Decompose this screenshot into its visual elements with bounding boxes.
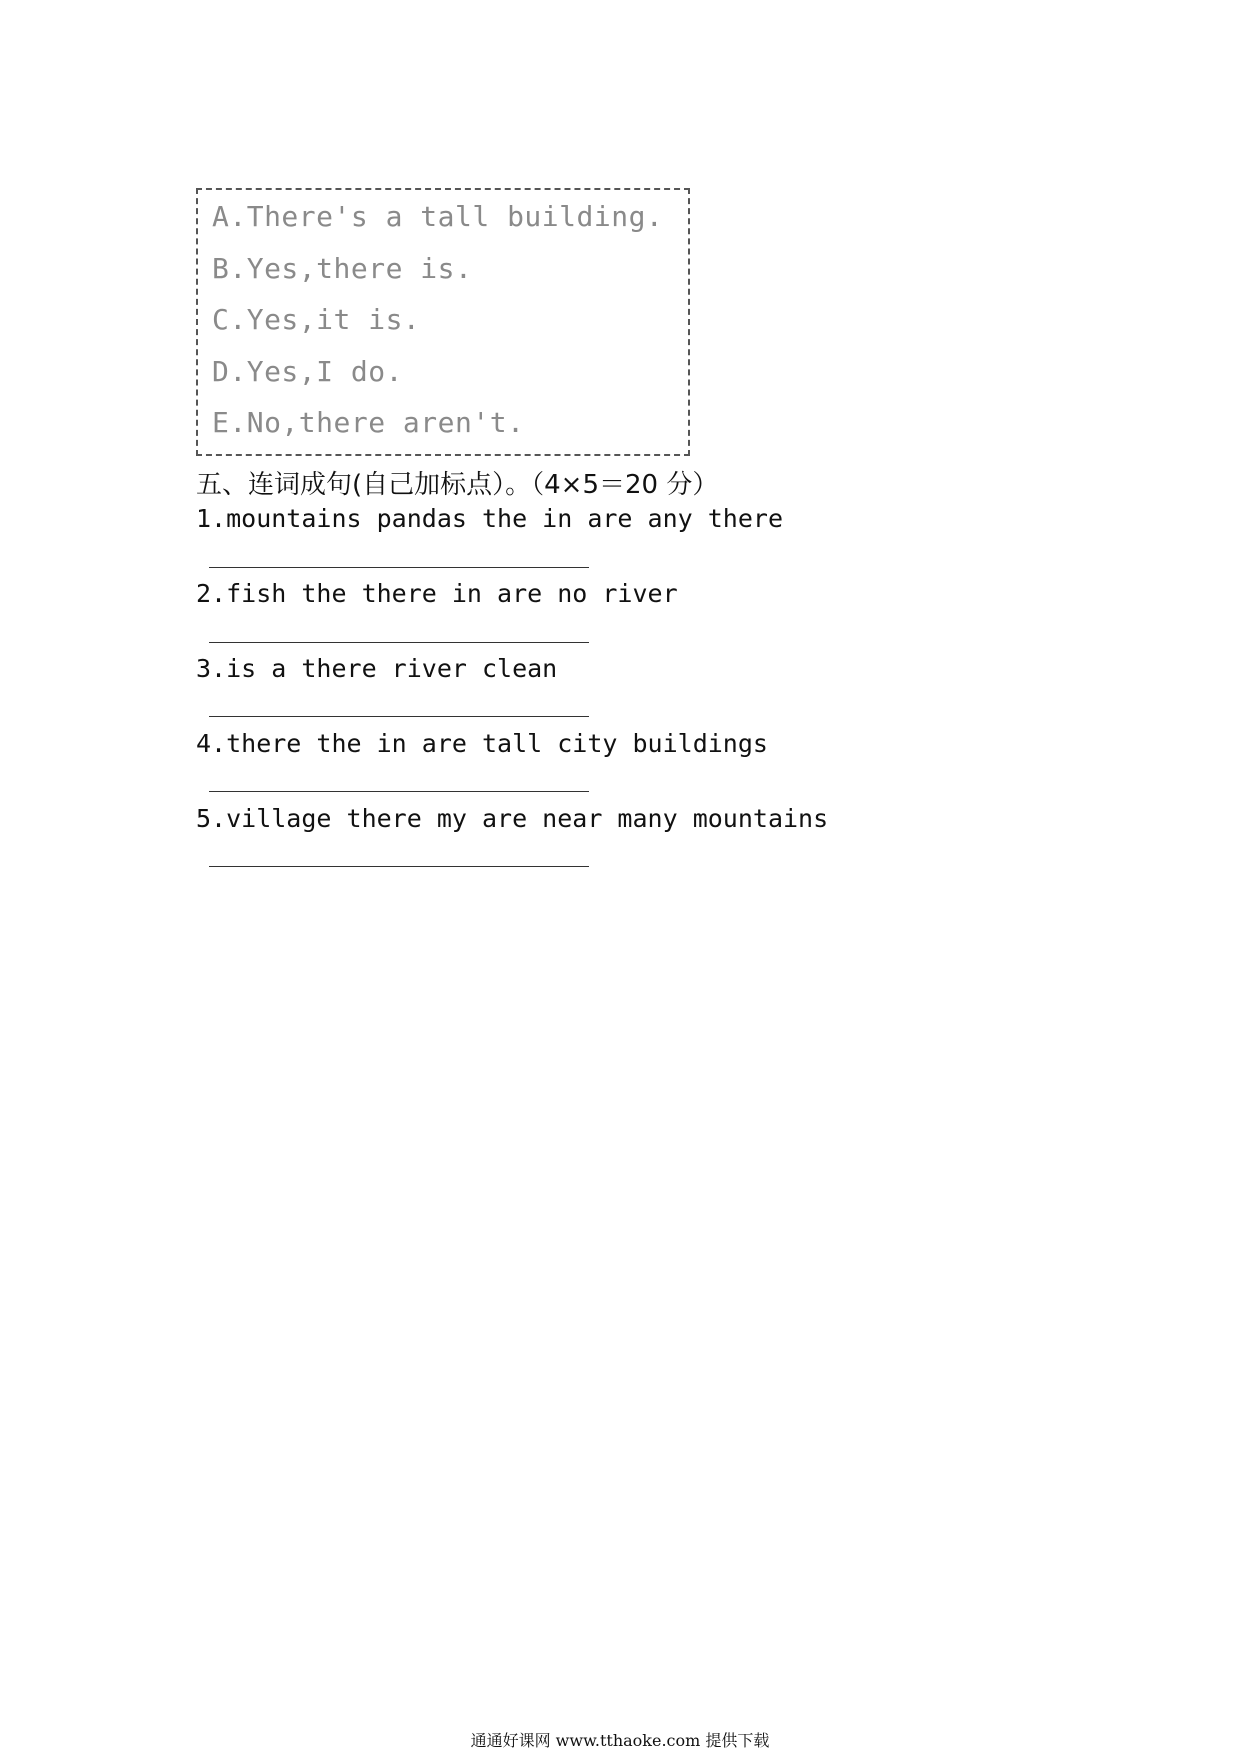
answer-options-box (196, 188, 690, 456)
option-b: B.Yes,there is. (212, 252, 473, 285)
answer-line-4[interactable] (209, 791, 589, 792)
answer-line-1[interactable] (209, 567, 589, 568)
option-e: E.No,there aren't. (212, 406, 525, 439)
question-1: 1.mountains pandas the in are any there (196, 504, 783, 533)
answer-line-3[interactable] (209, 716, 589, 717)
section-title: 五、连词成句(自己加标点）。（4×5＝20 分） (196, 470, 719, 500)
question-3: 3.is a there river clean (196, 654, 558, 683)
question-5: 5.village there my are near many mountains (196, 804, 829, 833)
answer-line-5[interactable] (209, 866, 589, 867)
question-2: 2.fish the there in are no river (196, 579, 678, 608)
option-c: C.Yes,it is. (212, 303, 421, 336)
option-a: A.There's a tall building. (212, 200, 664, 233)
option-d: D.Yes,I do. (212, 355, 403, 388)
footer-source-note: 通通好课网 www.tthaoke.com 提供下载 (470, 1731, 770, 1750)
answer-line-2[interactable] (209, 642, 589, 643)
question-4: 4.there the in are tall city buildings (196, 729, 768, 758)
